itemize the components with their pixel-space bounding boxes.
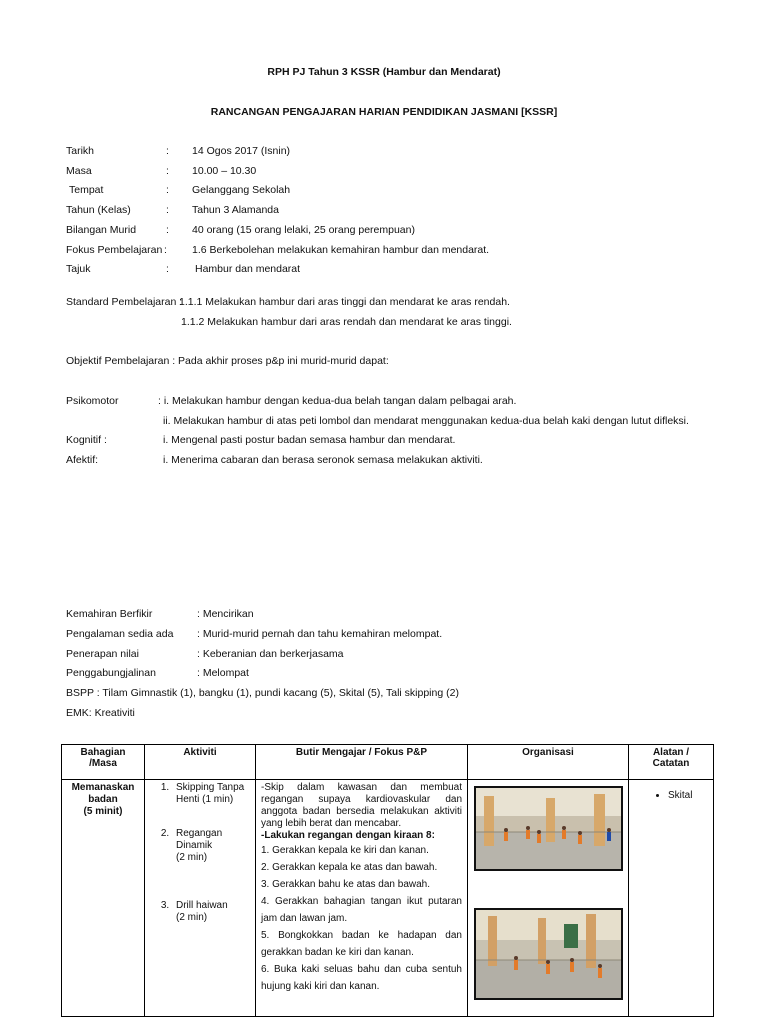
document-title: RPH PJ Tahun 3 KSSR (Hambur dan Mendarat)	[267, 66, 501, 78]
standard-item-2: 1.1.2 Melakukan hambur dari aras rendah dan mendarat ke aras tinggi.	[181, 316, 512, 328]
element-label: Penggabungjalinan	[66, 667, 156, 679]
activity-item: 2. Regangan Dinamik (2 min)	[172, 828, 250, 864]
section-cell: Memanaskan badan (5 minit)	[62, 780, 145, 1017]
element-label: Kemahiran Berfikir	[66, 608, 153, 620]
element-label: Pengalaman sedia ada	[66, 628, 174, 640]
info-colon: :	[164, 244, 167, 256]
info-value: 1.6 Berkebolehan melakukan kemahiran hambur dan mendarat.	[192, 244, 490, 256]
element-value: : Mencirikan	[197, 608, 254, 620]
butir-step: 3. Gerakkan bahu ke atas dan bawah.	[261, 879, 431, 890]
info-label: Tarikh	[66, 145, 95, 157]
butir-cell	[256, 780, 468, 1017]
element-value: : Melompat	[197, 667, 249, 679]
info-colon: :	[166, 145, 169, 157]
butir-step: 4. Gerakkan bahagian tangan ikut putaran jam dan lawan jam.	[261, 896, 462, 924]
activity-item: 3. Drill haiwan (2 min)	[172, 900, 250, 924]
afektif-item: i. Menerima cabaran dan berasa seronok semasa melakukan aktiviti.	[163, 454, 483, 466]
element-label: Penerapan nilai	[66, 648, 139, 660]
kognitif-item: i. Mengenal pasti postur badan semasa hambur dan mendarat.	[163, 434, 456, 446]
psikomotor-label: Psikomotor	[66, 395, 119, 407]
info-label: Tahun (Kelas)	[66, 204, 131, 216]
info-value: 10.00 – 10.30	[192, 165, 257, 177]
butir-step: 5. Bongkokkan badan ke hadapan dan gerakkan badan ke kiri dan kanan.	[261, 930, 462, 958]
standard-item-1: 1.1.1 Melakukan hambur dari aras tinggi dan mendarat ke aras rendah.	[179, 296, 510, 308]
info-label: Tempat	[69, 184, 104, 196]
warmup-photo-1	[474, 786, 623, 871]
table-row	[62, 780, 714, 1017]
alatan-cell	[629, 780, 714, 1017]
info-value: Tahun 3 Alamanda	[192, 204, 279, 216]
table-header-row	[62, 745, 714, 780]
info-value: 40 orang (15 orang lelaki, 25 orang perempuan)	[192, 224, 415, 236]
objective-line: Objektif Pembelajaran : Pada akhir proses p&p ini murid-murid dapat:	[66, 355, 389, 367]
info-colon: :	[166, 184, 169, 196]
standard-label: Standard Pembelajaran :	[66, 296, 183, 308]
header-organisasi: Organisasi	[468, 745, 629, 780]
lesson-table	[61, 744, 714, 1017]
document-subtitle: RANCANGAN PENGAJARAN HARIAN PENDIDIKAN JASMANI [KSSR]	[210, 106, 558, 118]
info-colon: :	[166, 263, 169, 275]
info-value: Gelanggang Sekolah	[192, 184, 291, 196]
organisasi-cell	[468, 780, 629, 1017]
butir-step: 1. Gerakkan kepala ke kiri dan kanan.	[261, 845, 429, 856]
activities-cell	[145, 780, 256, 1017]
header-bahagian: Bahagian /Masa	[62, 745, 145, 780]
afektif-label: Afektif:	[66, 454, 99, 466]
info-label: Masa	[66, 165, 92, 177]
kognitif-label: Kognitif :	[66, 434, 107, 446]
info-colon: :	[166, 165, 169, 177]
bspp-line: BSPP : Tilam Gimnastik (1), bangku (1), pundi kacang (5), Skital (5), Tali skipping (2)	[66, 687, 459, 699]
header-alatan: Alatan / Catatan	[629, 745, 714, 780]
info-colon: :	[166, 224, 169, 236]
info-value: 14 Ogos 2017 (Isnin)	[192, 145, 291, 157]
tool-item: • Skital	[668, 790, 708, 801]
info-label: Fokus Pembelajaran	[66, 244, 163, 256]
butir-step: 2. Gerakkan kepala ke atas dan bawah.	[261, 862, 438, 873]
info-value: Hambur dan mendarat	[195, 263, 301, 275]
element-value: : Murid-murid pernah dan tahu kemahiran melompat.	[197, 628, 443, 640]
butir-step: 6. Buka kaki seluas bahu dan cuba sentuh hujung kaki kiri dan kanan.	[261, 964, 462, 992]
element-value: : Keberanian dan berkerjasama	[197, 648, 344, 660]
info-colon: :	[166, 204, 169, 216]
butir-head: -Lakukan regangan dengan kiraan 8:	[261, 830, 435, 841]
emk-line: EMK: Kreativiti	[66, 707, 135, 719]
psikomotor-item-2: ii. Melakukan hambur di atas peti lombol dan mendarat menggunakan kedua-dua belah kaki dengan lutut difleksi.	[163, 415, 689, 427]
butir-intro: -Skip dalam kawasan dan membuat regangan supaya kardiovaskular dan anggota badan bersedia melakukan aktiviti yang lebih berat dan mencabar.	[261, 782, 462, 829]
info-label: Tajuk	[66, 263, 91, 275]
info-label: Bilangan Murid	[66, 224, 137, 236]
header-aktiviti: Aktiviti	[145, 745, 256, 780]
header-butir: Butir Mengajar / Fokus P&P	[256, 745, 468, 780]
activity-item: 1. Skipping Tanpa Henti (1 min)	[172, 782, 250, 806]
psikomotor-item-1: : i. Melakukan hambur dengan kedua-dua belah tangan dalam pelbagai arah.	[158, 395, 517, 407]
warmup-photo-2	[474, 908, 623, 1000]
